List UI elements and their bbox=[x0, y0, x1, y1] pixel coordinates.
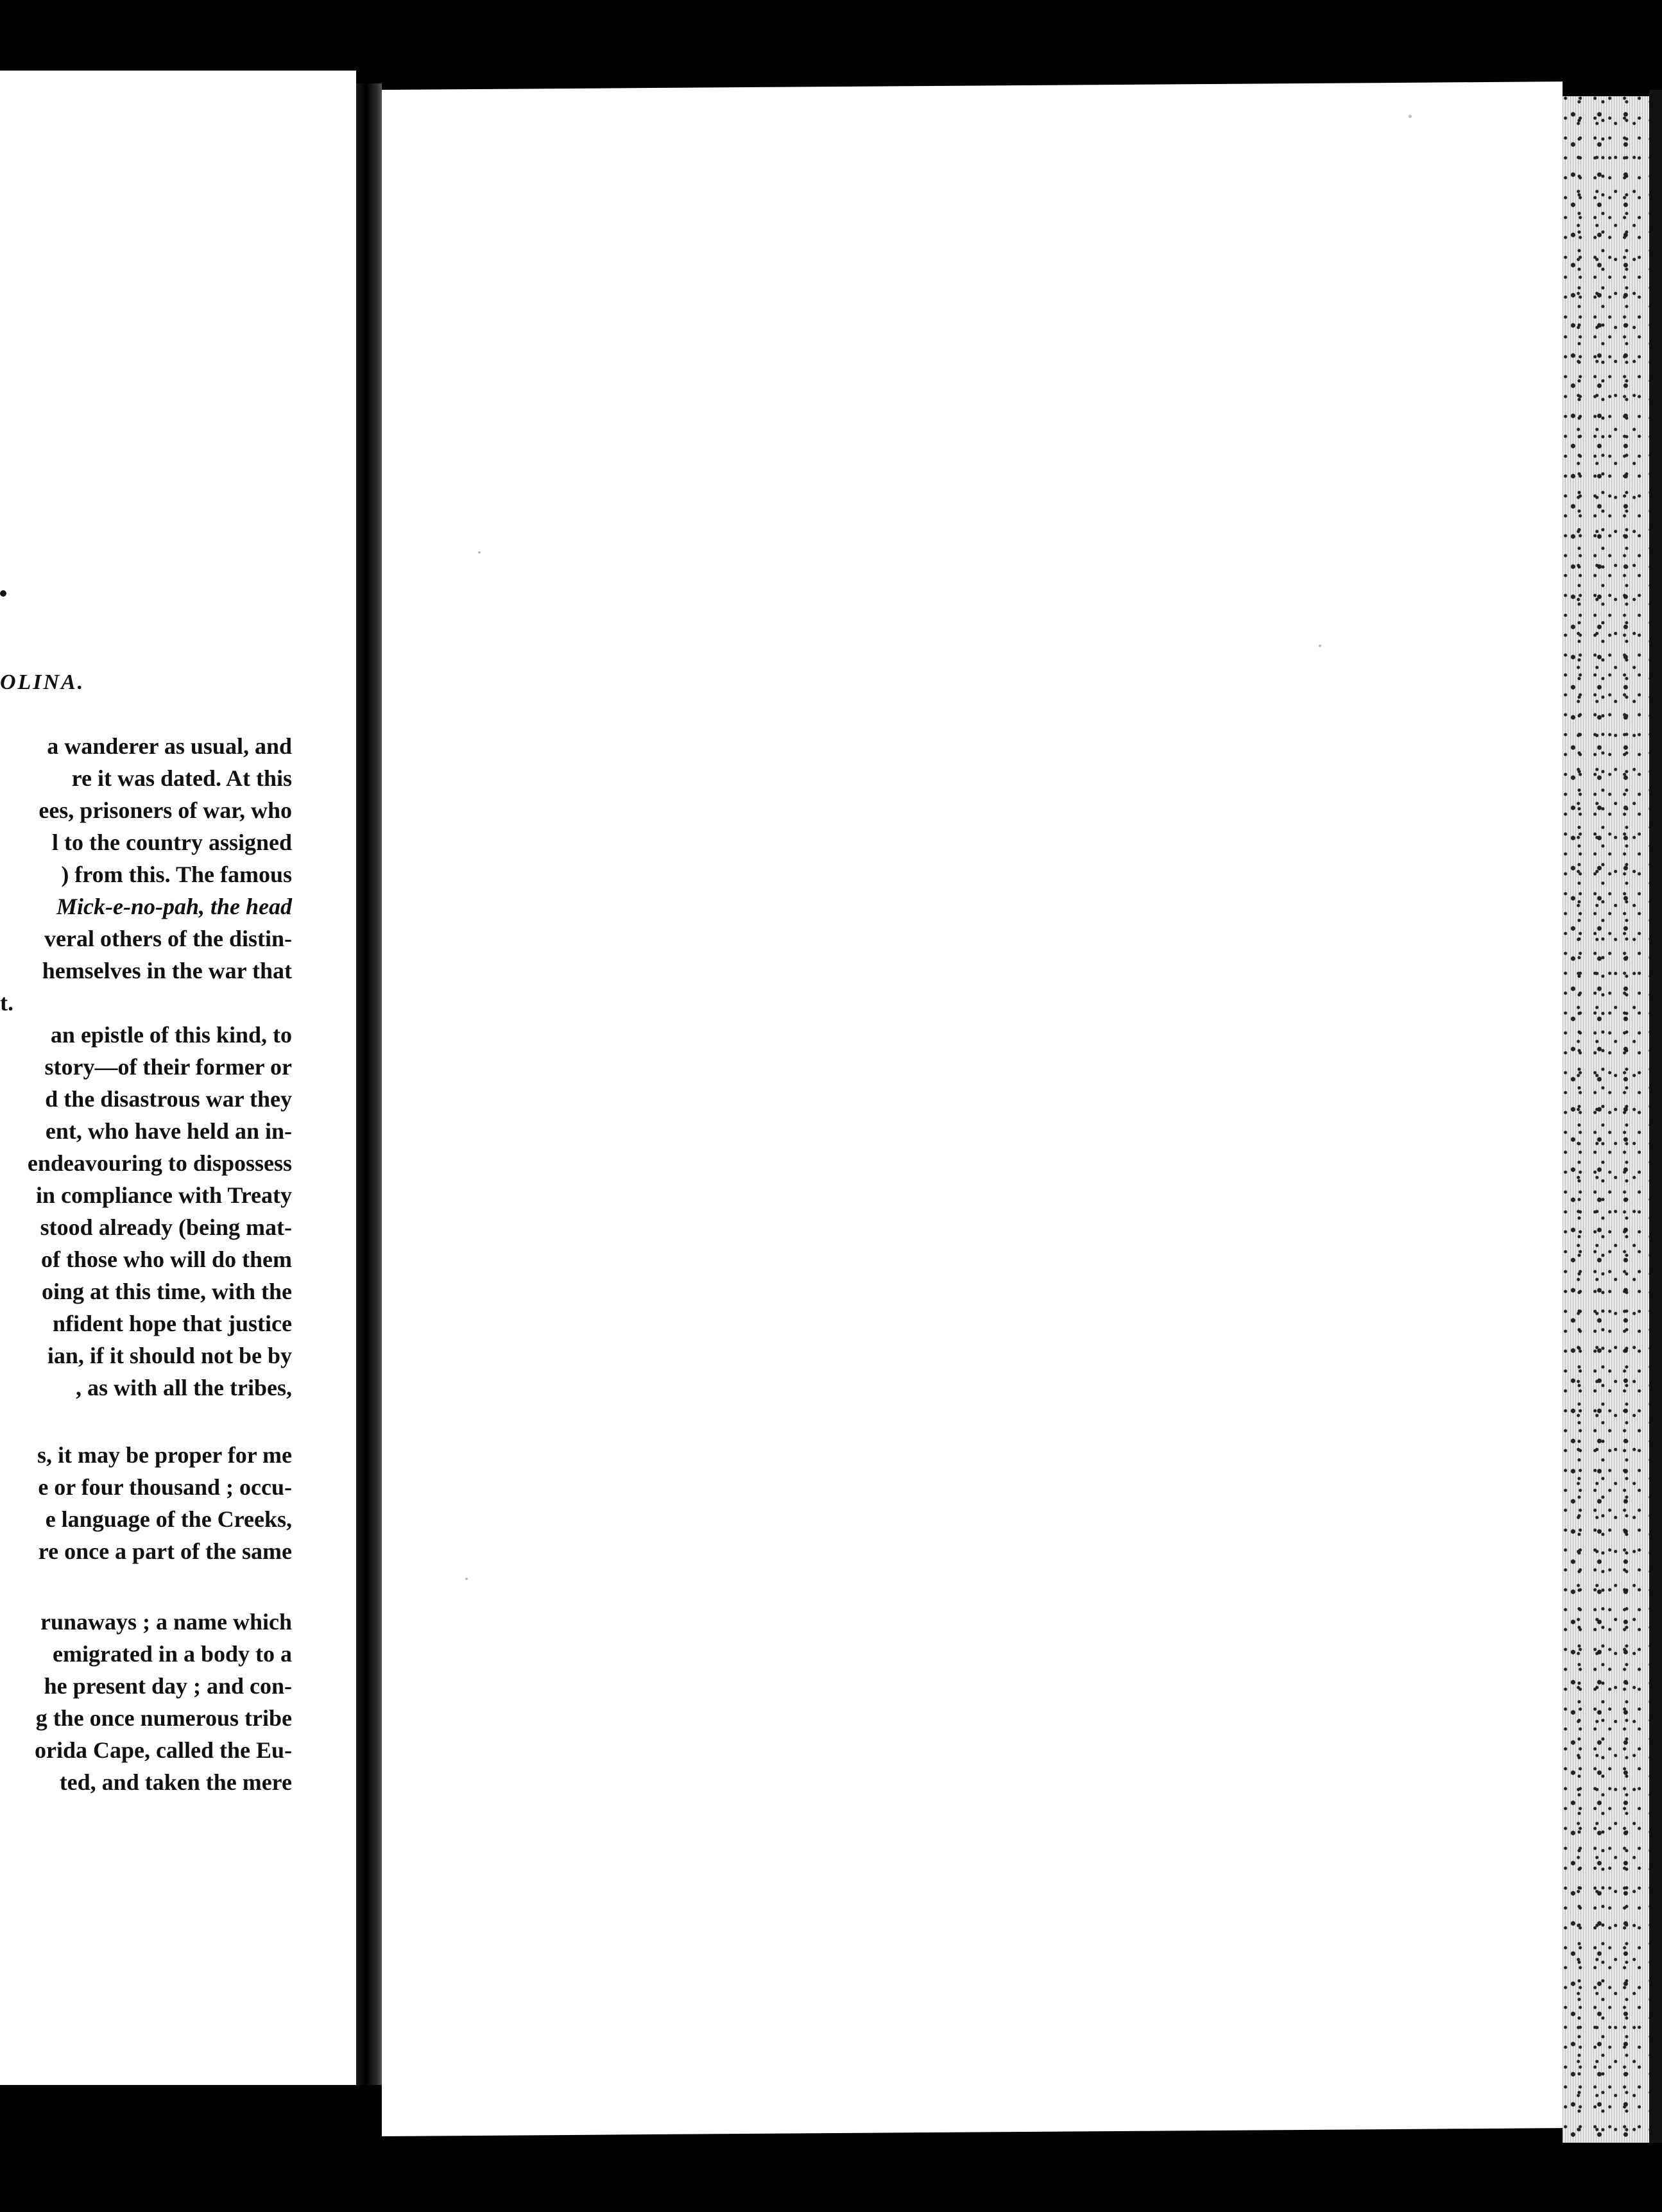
text-line: l to the country assigned bbox=[51, 830, 292, 855]
text-line: ees, prisoners of war, who bbox=[39, 797, 292, 823]
edge-shadow bbox=[1649, 90, 1662, 2143]
left-page-text bbox=[0, 71, 305, 2085]
left-page bbox=[0, 71, 356, 2085]
text-line: veral others of the distin- bbox=[44, 926, 292, 951]
text-line: e or four thousand ; occu- bbox=[38, 1474, 292, 1500]
text-line: oing at this time, with the bbox=[42, 1279, 292, 1304]
text-line: story—of their former or bbox=[44, 1054, 292, 1080]
text-line: nfident hope that justice bbox=[52, 1311, 292, 1336]
text-line: ian, if it should not be by bbox=[47, 1343, 292, 1368]
text-line: d the disastrous war they bbox=[45, 1086, 292, 1112]
page-block-edges bbox=[1563, 96, 1649, 2143]
text-line: ent, who have held an in- bbox=[45, 1118, 292, 1144]
page-speck bbox=[1319, 645, 1321, 647]
text-line: runaways ; a name which bbox=[40, 1609, 292, 1635]
text-line: ted, and taken the mere bbox=[59, 1769, 292, 1795]
text-line: t. bbox=[0, 990, 13, 1016]
text-line: re it was dated. At this bbox=[71, 765, 292, 791]
text-line: re once a part of the same bbox=[38, 1538, 292, 1564]
text-line: g the once numerous tribe bbox=[35, 1705, 292, 1731]
text-line: endeavouring to dispossess bbox=[27, 1150, 292, 1176]
page-speck bbox=[1409, 115, 1412, 118]
text-line: Mick-e-no-pah, the head bbox=[56, 894, 292, 919]
page-speck bbox=[478, 551, 481, 554]
text-line: of those who will do them bbox=[40, 1246, 292, 1272]
text-line: a wanderer as usual, and bbox=[47, 733, 292, 759]
text-line: orida Cape, called the Eu- bbox=[35, 1737, 292, 1763]
text-line: an epistle of this kind, to bbox=[50, 1022, 292, 1048]
text-line: e language of the Creeks, bbox=[45, 1506, 292, 1532]
text-line: stood already (being mat- bbox=[40, 1214, 292, 1240]
right-page-blank bbox=[382, 81, 1563, 2136]
text-line: emigrated in a body to a bbox=[53, 1641, 292, 1667]
text-line: ) from this. The famous bbox=[61, 862, 292, 887]
running-head: OLINA. bbox=[0, 670, 85, 694]
text-line: in compliance with Treaty bbox=[36, 1182, 292, 1208]
page-speck bbox=[465, 1578, 468, 1580]
text-line: s, it may be proper for me bbox=[37, 1442, 292, 1468]
book-gutter bbox=[356, 83, 382, 2085]
text-line: he present day ; and con- bbox=[44, 1673, 292, 1699]
text-line: , as with all the tribes, bbox=[76, 1375, 292, 1400]
text-line: hemselves in the war that bbox=[42, 958, 292, 983]
stray-mark bbox=[0, 590, 6, 597]
